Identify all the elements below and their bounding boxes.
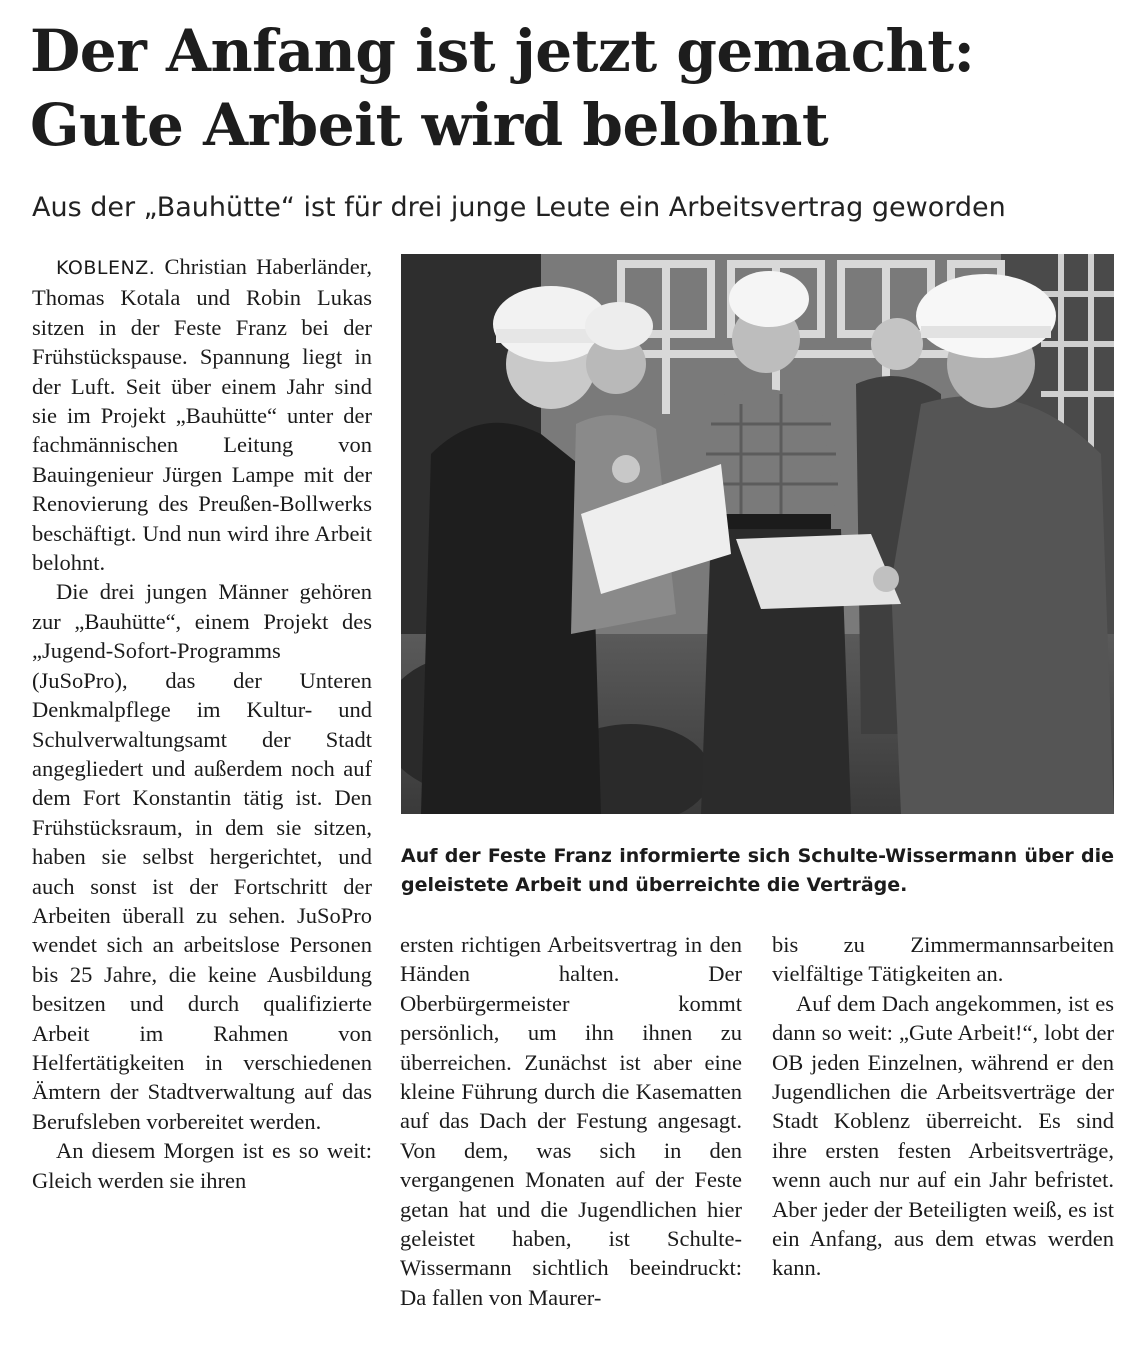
article-column-2 bbox=[400, 930, 742, 1312]
paragraph-5: bis zu Zimmermannsarbeiten vielfältige Tätigkeiten an. bbox=[772, 932, 1114, 987]
photo-caption: Auf der Feste Franz informierte sich Schulte-Wissermann über die geleistete Arbeit und überreichte die Verträge. bbox=[401, 845, 1114, 896]
paragraph-1 bbox=[32, 252, 372, 577]
subheadline: Aus der „Bauhütte“ ist für drei junge Leute ein Arbeitsvertrag geworden bbox=[32, 192, 1006, 223]
paragraph-1-text: Christian Haberländer, Thomas Kotala und Robin Lukas sitzen in der Feste Franz bei der Frühstückspause. Spannung liegt in der Luft. Seit über einem Jahr sind sie im Projekt „Bauhütte“ unter der fachmännischen Leitung von Bauingenieur Jürgen Lampe mit der Renovierung des Preußen-Bollwerks beschäftigt. Und nun wird ihre Arbeit belohnt. bbox=[32, 254, 372, 576]
photo-illustration bbox=[401, 254, 1114, 814]
headline-line-2: Gute Arbeit wird belohnt bbox=[30, 91, 829, 159]
paragraph-6: Auf dem Dach angekommen, ist es dann so weit: „Gute Arbeit!“, lobt der OB jeden Einzelnen, während er den Jugendlichen die Arbeitsverträge der Stadt Koblenz überreicht. Es sind ihre ersten festen Arbeitsverträge, wenn auch nur auf ein Jahr befristet. Aber jeder der Beteiligten weiß, es ist ein Anfang, aus dem etwas werden kann. bbox=[772, 990, 1114, 1281]
paragraph-3: An diesem Morgen ist es so weit: Gleich werden sie ihren bbox=[32, 1138, 372, 1193]
headline-line-1: Der Anfang ist jetzt gemacht: bbox=[30, 17, 975, 85]
headline bbox=[30, 14, 1110, 162]
article-column-3 bbox=[772, 930, 1114, 1283]
paragraph-2: Die drei jungen Männer gehören zur „Bauhütte“, einem Projekt des „Jugend-Sofort-Programms (JuSoPro), das der Unteren Denkmalpflege im Kultur- und Schulverwaltungsamt der Stadt angegliedert und außerdem noch auf dem Fort Konstantin tätig ist. Den Frühstücksraum, in dem sie sitzen, haben sie selbst hergerichtet, und auch sonst ist der Fortschritt der Arbeiten überall zu sehen. JuSoPro wendet sich an arbeitslose Personen bis 25 Jahre, die keine Ausbildung besitzen und durch qualifizierte Arbeit im Rahmen von Helfertätigkeiten in verschiedenen Ämtern der Stadtverwaltung auf das Berufsleben vorbereitet werden. bbox=[32, 579, 372, 1134]
article-column-1 bbox=[32, 252, 372, 1195]
paragraph-4: ersten richtigen Arbeitsvertrag in den Händen halten. Der Oberbürgermeister kommt persönlich, um ihn ihnen zu überreichen. Zunächst ist aber eine kleine Führung durch die Kasematten auf das Dach der Festung angesagt. Von dem, was sich in den vergangenen Monaten auf der Feste getan hat und die Jugendlichen hier geleistet haben, ist Schulte-Wissermann sichtlich beeindruckt: Da fallen von Maurer- bbox=[400, 932, 742, 1310]
dateline: KOBLENZ. bbox=[56, 257, 156, 279]
article-photo bbox=[401, 254, 1114, 814]
